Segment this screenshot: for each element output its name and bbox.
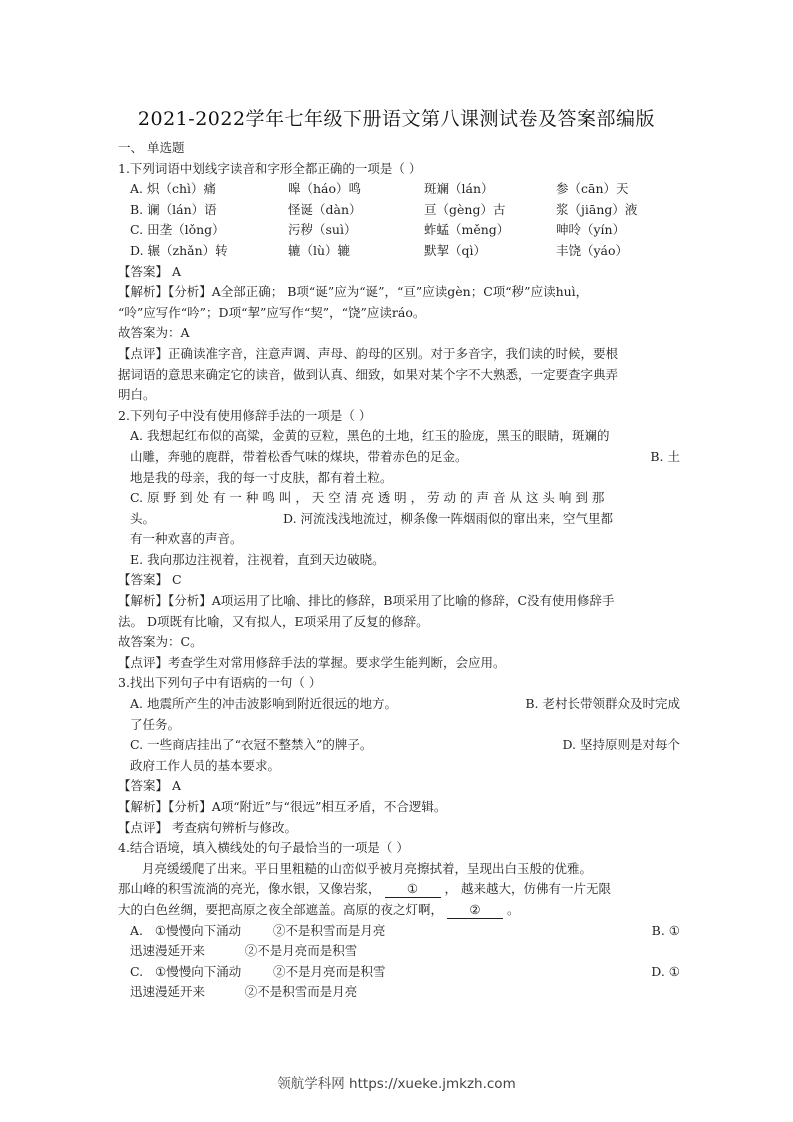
section-heading: 一、 单选题: [118, 140, 185, 155]
document-body: [118, 138, 680, 1003]
page-title: 2021-2022学年七年级下册语文第八课测试卷及答案部编版: [137, 108, 656, 130]
question-3-answer: 【答案】 A: [118, 778, 182, 794]
question-2-option-a-cont: 山雕，奔驰的鹿群，带着松香气味的煤块，带着赤色的足金。 B. 土: [130, 448, 680, 464]
question-3-stem: 3.找出下列句子中有语病的一句（ ）: [118, 675, 322, 691]
question-1-analysis: 【解析】【分析】A全部正确； B项“诞”应为“诞”，“亘”应读gèn；C项“秽”应读huì，: [118, 284, 589, 300]
question-1-stem: 1.下列词语中划线字读音和字形全都正确的一项是（ ）: [118, 160, 422, 176]
question-4-passage: 月亮缓缓爬了出来。平日里粗糙的山峦似乎被月亮擦拭着，呈现出白玉般的优雅。: [142, 860, 593, 876]
question-2-option-c-cont: 头。 D. 河流浅浅地流过，柳条像一阵烟雨似的窜出来，空气里都: [130, 510, 614, 526]
question-2-option-d: 有一种欢喜的声音。: [130, 531, 243, 547]
question-4-option-cd: C. ①慢慢向下涌动 ②不是月亮而是积雪 D. ①: [130, 963, 680, 979]
question-4-passage-cont: 那山峰的积雪流淌的亮光，像水银，又像岩浆， ① ， 越来越大，仿佛有一片无限: [118, 881, 611, 897]
question-4-option-b-cont: 迅速漫延开来 ②不是月亮而是积雪: [130, 943, 358, 959]
question-3-option-d-cont: 政府工作人员的基本要求。: [130, 757, 281, 773]
question-4-option-d-cont: 迅速漫延开来 ②不是积雪而是月亮: [130, 984, 358, 1000]
question-4-option-ab: A. ①慢慢向下涌动 ②不是积雪而是月亮 B. ①: [130, 922, 680, 938]
question-3-option-cd: C. 一些商店挂出了“衣冠不整禁入”的牌子。 D. 坚持原则是对每个: [130, 737, 680, 753]
question-2-analysis-cont: 法。 D项既有比喻，又有拟人，E项采用了反复的修辞。: [118, 613, 429, 629]
question-1-option-a: A. 炽（chì）痛 嗥（háo）鸣 斑斓（lán） 参（cān）天: [130, 181, 629, 197]
question-1-conclusion: 故答案为：A: [118, 325, 190, 341]
question-2-analysis: 【解析】【分析】A项运用了比喻、排比的修辞，B项采用了比喻的修辞，C没有使用修辞手: [118, 593, 615, 609]
question-2-stem: 2.下列句子中没有使用修辞手法的一项是（ ）: [118, 407, 372, 423]
question-3-option-b-cont: 了任务。: [130, 716, 181, 732]
question-2-option-b: 地是我的母亲，我的每一寸皮肤，都有着土粒。: [130, 469, 393, 485]
question-1-comment-end: 明白。: [118, 387, 156, 403]
question-3-analysis: 【解析】【分析】A项“附近”与“很远”相互矛盾，不合逻辑。: [118, 799, 447, 814]
question-1-analysis-cont: “呤”应写作“吟”；D项“挈”应写作“契”，“饶”应读ráo。: [118, 304, 426, 320]
question-2-option-e: E. 我向那边注视着，注视着，直到天边破晓。: [130, 551, 385, 567]
question-2-conclusion: 故答案为：C。: [118, 634, 203, 650]
page-footer: 领航学科网 https://xueke.jmkzh.com: [277, 1076, 516, 1092]
question-2-answer: 【答案】 C: [118, 572, 182, 588]
question-1-answer: 【答案】 A: [118, 263, 182, 279]
question-1-option-b: B. 谰（lán）语 怪诞（dàn） 亘（gèng）古 浆（jiāng）液: [130, 201, 638, 217]
question-4-stem: 4.结合语境，填入横线处的句子最恰当的一项是（ ）: [118, 840, 409, 856]
question-3-comment: 【点评】 考查病句辨析与修改。: [118, 819, 297, 835]
question-4-passage-end: 大的白色丝绸，要把高原之夜全部遮盖。高原的夜之灯啊， ② 。: [118, 901, 520, 917]
question-3-option-ab: A. 地震所产生的冲击波影响到附近很远的地方。 B. 老村长带领群众及时完成: [130, 696, 680, 712]
question-1-comment-cont: 据词语的意思来确定它的读音，做到认真、细致，如果对某个字不大熟悉，一定要查字典弄: [118, 366, 619, 382]
fill-blank-1: ①: [385, 881, 441, 898]
question-1-option-d: D. 辗（zhǎn）转 辘（lù）辘 默挈（qì） 丰饶（yáo）: [130, 242, 629, 258]
question-2-option-c: C. 原 野 到 处 有 一 种 鸣 叫 ， 天 空 清 亮 透 明 ， 劳 动 的 声 音 从 这 头 响 到 那: [130, 490, 605, 506]
question-2-option-a: A. 我想起红布似的高粱，金黄的豆粒，黑色的土地，红玉的脸庞，黑玉的眼睛，斑斓的: [130, 428, 610, 444]
question-1-comment: 【点评】正确读准字音，注意声调、声母、韵母的区别。对于多音字，我们读的时候，要根: [118, 345, 619, 361]
question-1-option-c: C. 田垄（lǒng） 污秽（suì） 蚱蜢（měng） 呻呤（yín）: [130, 222, 626, 238]
question-2-comment: 【点评】考查学生对常用修辞手法的掌握。要求学生能判断，会应用。: [118, 654, 506, 670]
fill-blank-2: ②: [447, 902, 503, 919]
